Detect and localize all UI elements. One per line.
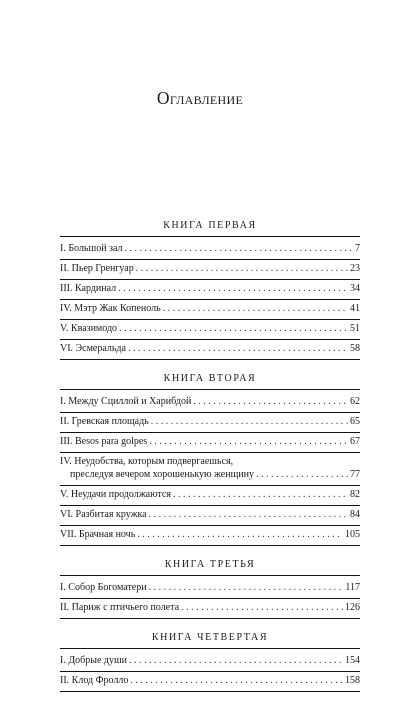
entry-page: 41 <box>350 302 360 314</box>
divider <box>60 575 360 576</box>
dot-leader <box>118 282 348 295</box>
entry-title: VI. Эсмеральда <box>60 342 126 354</box>
book-section <box>60 373 360 546</box>
entry-title: III. Besos para golpes <box>60 435 148 447</box>
entry-title: V. Квазимодо <box>60 322 118 334</box>
dot-leader <box>163 302 348 315</box>
dot-leader <box>173 488 348 501</box>
book-section <box>60 632 360 692</box>
toc-entry[interactable] <box>60 280 360 300</box>
toc-entry[interactable] <box>60 526 360 546</box>
entry-title: V. Неудачи продолжаются <box>60 488 171 500</box>
toc-entry[interactable] <box>60 320 360 340</box>
dot-leader <box>149 508 348 521</box>
entry-page: 77 <box>350 468 360 480</box>
toc-entry[interactable] <box>60 260 360 280</box>
entry-title: I. Между Сциллой и Харибдой <box>60 395 192 407</box>
divider <box>60 648 360 649</box>
entry-title: I. Большой зал <box>60 242 123 254</box>
toc-entry[interactable] <box>60 340 360 360</box>
toc-entry[interactable] <box>60 599 360 619</box>
toc-entry[interactable] <box>60 240 360 260</box>
book-section <box>60 220 360 360</box>
toc-entry[interactable] <box>60 579 360 599</box>
entry-page: 23 <box>350 262 360 274</box>
toc-entry[interactable] <box>60 652 360 672</box>
entry-page: 67 <box>350 435 360 447</box>
dot-leader <box>137 528 343 541</box>
book-heading: КНИГА ЧЕТВЕРТАЯ <box>151 632 269 643</box>
dot-leader <box>151 415 348 428</box>
book-heading: КНИГА ТРЕТЬЯ <box>164 559 256 570</box>
entry-page: 117 <box>345 581 360 593</box>
dot-leader <box>130 674 343 687</box>
toc-entry[interactable] <box>60 433 360 453</box>
book-heading: КНИГА ВТОРАЯ <box>163 373 257 384</box>
entry-title: II. Клод Фролло <box>60 674 129 686</box>
dot-leader <box>149 435 348 448</box>
table-of-contents <box>60 220 360 705</box>
book-heading: КНИГА ПЕРВАЯ <box>163 220 257 231</box>
entry-title: IV. Неудобства, которым подвергаешься, <box>60 455 234 467</box>
entry-page: 84 <box>350 508 360 520</box>
toc-entry[interactable] <box>60 453 360 486</box>
entry-page: 34 <box>350 282 360 294</box>
entry-page: 51 <box>350 322 360 334</box>
dot-leader <box>256 468 348 481</box>
toc-entry[interactable] <box>60 486 360 506</box>
toc-entry[interactable] <box>60 506 360 526</box>
dot-leader <box>119 322 348 335</box>
divider <box>60 236 360 237</box>
dot-leader <box>136 262 348 275</box>
entry-page: 7 <box>355 242 360 254</box>
dot-leader <box>181 601 343 614</box>
entry-title: II. Париж с птичьего полета <box>60 601 180 613</box>
dot-leader <box>129 654 343 667</box>
dot-leader <box>128 342 348 355</box>
entry-title: VII. Брачная ночь <box>60 528 136 540</box>
entry-page: 126 <box>345 601 360 613</box>
entry-title: II. Пьер Гренгуар <box>60 262 134 274</box>
entry-page: 154 <box>345 654 360 666</box>
entry-page: 105 <box>345 528 360 540</box>
toc-entry[interactable] <box>60 300 360 320</box>
entry-page: 62 <box>350 395 360 407</box>
entry-page: 158 <box>345 674 360 686</box>
page-title: Оглавление <box>156 88 244 108</box>
toc-entry[interactable] <box>60 393 360 413</box>
entry-title: III. Кардинал <box>60 282 117 294</box>
entry-title: VI. Разбитая кружка <box>60 508 147 520</box>
dot-leader <box>125 242 353 255</box>
dot-leader <box>193 395 348 408</box>
entry-page: 65 <box>350 415 360 427</box>
entry-title: IV. Мэтр Жак Копеноль <box>60 302 161 314</box>
entry-title: II. Гревская площадь <box>60 415 149 427</box>
toc-entry[interactable] <box>60 413 360 433</box>
book-section <box>60 559 360 619</box>
entry-title: I. Собор Богоматери <box>60 581 147 593</box>
toc-entry[interactable] <box>60 672 360 692</box>
entry-page: 82 <box>350 488 360 500</box>
entry-page: 58 <box>350 342 360 354</box>
entry-title-continued: преследуя вечером хорошенькую женщину <box>70 468 254 480</box>
entry-title: I. Добрые души <box>60 654 128 666</box>
dot-leader <box>149 581 344 594</box>
divider <box>60 389 360 390</box>
